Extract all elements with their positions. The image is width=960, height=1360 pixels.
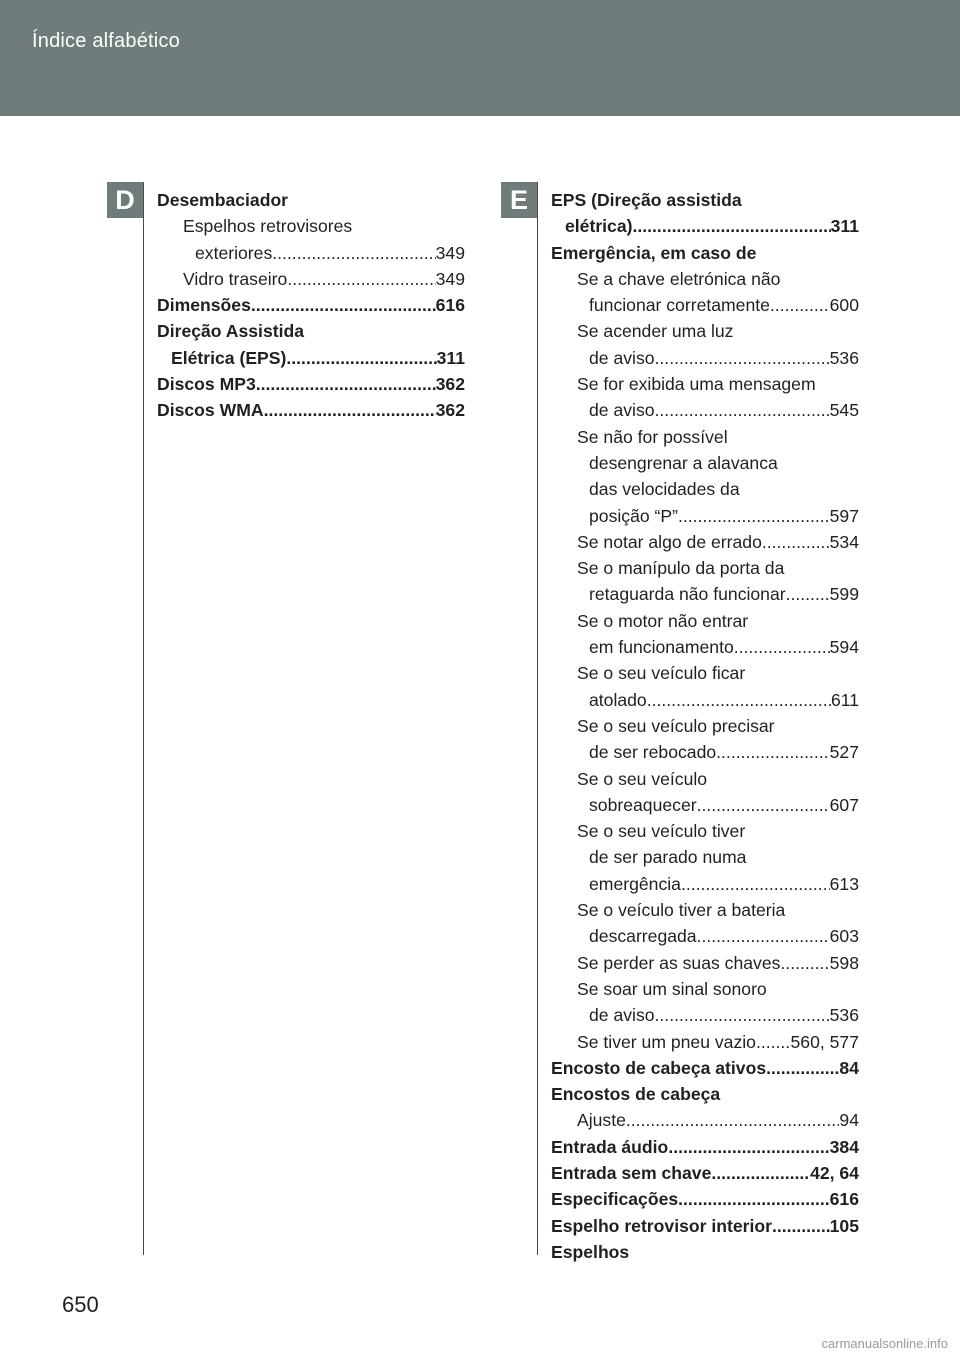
index-entry <box>551 792 859 818</box>
dot-leader <box>264 397 436 423</box>
index-entry <box>551 634 859 660</box>
entry-term: Se o veículo tiver a bateria <box>577 900 786 921</box>
index-entry <box>551 1134 859 1160</box>
entry-page: 527 <box>829 742 859 763</box>
entry-page: 362 <box>435 400 465 421</box>
index-entry <box>551 1239 859 1265</box>
dot-leader <box>655 1002 830 1028</box>
divider-left <box>143 182 144 1255</box>
dot-leader <box>772 1213 830 1239</box>
index-entry <box>551 213 859 239</box>
index-entry <box>551 687 859 713</box>
entry-term: Se notar algo de errado <box>577 531 762 552</box>
dot-leader <box>697 923 830 949</box>
index-entry <box>551 240 859 266</box>
entry-term: de aviso <box>589 400 655 421</box>
index-entry <box>551 818 859 844</box>
index-entry <box>551 318 859 344</box>
entry-term: das velocidades da <box>589 479 740 500</box>
index-entry <box>551 1160 859 1186</box>
entry-term: atolado <box>589 689 647 710</box>
entry-page: 616 <box>435 295 465 316</box>
section-letter-e: E <box>501 182 537 218</box>
entry-term: posição “P” <box>589 505 678 526</box>
entry-term: Entrada sem chave <box>551 1162 712 1183</box>
index-entry <box>551 529 859 555</box>
index-entry <box>157 371 465 397</box>
entry-term: Especificações <box>551 1189 679 1210</box>
index-entry <box>551 476 859 502</box>
index-entry <box>551 608 859 634</box>
dot-leader <box>256 371 436 397</box>
dot-leader <box>780 950 829 976</box>
entry-page: 603 <box>829 926 859 947</box>
entry-term: Se perder as suas chaves <box>577 952 781 973</box>
dot-leader <box>678 503 830 529</box>
entry-term: desengrenar a alavanca <box>589 452 778 473</box>
index-entry <box>551 555 859 581</box>
entry-term: retaguarda não funcionar <box>589 584 786 605</box>
entry-page: 599 <box>829 584 859 605</box>
index-entry <box>551 976 859 1002</box>
index-entry <box>551 897 859 923</box>
entry-term: Direção Assistida <box>157 321 305 342</box>
index-entry <box>551 345 859 371</box>
watermark: carmanualsonline.info <box>821 1336 948 1351</box>
entry-term: Se o seu veículo ficar <box>577 663 746 684</box>
entry-term: elétrica) <box>565 216 633 237</box>
entry-page: 84 <box>839 1057 859 1078</box>
entry-page: 94 <box>839 1110 859 1131</box>
entry-term: Dimensões <box>157 295 251 316</box>
dot-leader <box>647 687 831 713</box>
dot-leader <box>632 213 830 239</box>
dot-leader <box>681 871 830 897</box>
entry-term: Discos MP3 <box>157 374 256 395</box>
index-entry <box>551 1081 859 1107</box>
dot-leader <box>668 1134 829 1160</box>
entry-term: Encosto de cabeça ativos <box>551 1057 767 1078</box>
entry-term: funcionar corretamente <box>589 295 770 316</box>
entry-term: EPS (Direção assistida <box>551 190 742 210</box>
index-entry <box>551 1055 859 1081</box>
entry-term: Ajuste <box>577 1110 626 1131</box>
entry-page: 362 <box>435 374 465 395</box>
index-entry <box>551 923 859 949</box>
entry-term: de ser rebocado <box>589 742 717 763</box>
entry-term: sobreaquecer <box>589 794 697 815</box>
index-entry <box>551 371 859 397</box>
entry-term: Emergência, em caso de <box>551 242 757 263</box>
entry-page: 349 <box>435 242 465 263</box>
index-entry <box>551 1029 859 1055</box>
entry-term: Discos WMA <box>157 400 264 421</box>
entry-page: 536 <box>829 347 859 368</box>
entry-term: de aviso <box>589 347 655 368</box>
entry-term: em funcionamento <box>589 637 734 658</box>
entry-term: Espelhos <box>551 1241 630 1262</box>
entry-page: 384 <box>829 1136 859 1157</box>
index-column-e <box>551 187 859 1265</box>
index-entry <box>551 1002 859 1028</box>
index-entry <box>157 266 465 292</box>
dot-leader <box>655 345 830 371</box>
dot-leader <box>716 739 829 765</box>
entry-term: descarregada <box>589 926 697 947</box>
dot-leader <box>287 266 435 292</box>
entry-term: Espelhos retrovisores <box>183 216 353 237</box>
entry-page: 560, 577 <box>790 1031 859 1052</box>
index-entry <box>157 292 465 318</box>
dot-leader <box>272 240 435 266</box>
dot-leader <box>251 292 436 318</box>
entry-page: 607 <box>829 794 859 815</box>
entry-page: 594 <box>829 637 859 658</box>
header-title: Índice alfabético <box>32 30 180 52</box>
dot-leader <box>678 1186 829 1212</box>
entry-page: 600 <box>829 295 859 316</box>
entry-page: 311 <box>436 347 465 368</box>
entry-term: Espelho retrovisor interior <box>551 1215 772 1236</box>
index-entry <box>157 240 465 266</box>
index-column-d <box>157 187 465 424</box>
entry-term: Se o seu veículo tiver <box>577 821 746 842</box>
index-entry <box>157 213 465 239</box>
index-entry <box>551 1107 859 1133</box>
index-entry <box>551 266 859 292</box>
entry-term: Encostos de cabeça <box>551 1084 721 1105</box>
divider-middle <box>537 182 538 1255</box>
entry-term: Se o motor não entrar <box>577 610 749 631</box>
entry-term: Se soar um sinal sonoro <box>577 978 767 999</box>
index-entry <box>551 503 859 529</box>
entry-page: 545 <box>829 400 859 421</box>
dot-leader <box>697 792 830 818</box>
entry-page: 598 <box>829 952 859 973</box>
entry-term: Se o manípulo da porta da <box>577 558 785 579</box>
index-entry <box>551 871 859 897</box>
entry-term: Se acender uma luz <box>577 321 734 342</box>
entry-page: 613 <box>829 873 859 894</box>
entry-term: exteriores <box>195 242 273 263</box>
index-entry <box>157 345 465 371</box>
entry-term: emergência <box>589 873 681 894</box>
index-entry <box>551 844 859 870</box>
dot-leader <box>762 529 830 555</box>
entry-page: 597 <box>829 505 859 526</box>
index-entry <box>157 187 465 213</box>
dot-leader <box>655 397 830 423</box>
index-entry <box>551 424 859 450</box>
entry-page: 311 <box>830 216 859 237</box>
entry-term: Vidro traseiro <box>183 268 288 289</box>
entry-term: Se for exibida uma mensagem <box>577 374 816 395</box>
entry-page: 42, 64 <box>810 1162 859 1183</box>
entry-page: 536 <box>829 1005 859 1026</box>
entry-term: de ser parado numa <box>589 847 747 868</box>
index-entry <box>551 766 859 792</box>
entry-page: 534 <box>829 531 859 552</box>
entry-term: Desembaciador <box>157 190 289 210</box>
entry-term: Se a chave eletrónica não <box>577 268 781 289</box>
index-entry <box>551 292 859 318</box>
index-entry <box>551 397 859 423</box>
index-entry <box>157 397 465 423</box>
index-entry <box>551 581 859 607</box>
entry-term: de aviso <box>589 1005 655 1026</box>
page-number: 650 <box>62 1292 99 1317</box>
dot-leader <box>786 581 830 607</box>
entry-term: Entrada áudio <box>551 1136 669 1157</box>
entry-term: Se o seu veículo precisar <box>577 715 775 736</box>
dot-leader <box>766 1055 839 1081</box>
dot-leader <box>286 345 436 371</box>
entry-term: Elétrica (EPS) <box>171 347 287 368</box>
dot-leader <box>626 1107 840 1133</box>
index-entry <box>551 660 859 686</box>
entry-term: Se não for possível <box>577 426 728 447</box>
dot-leader <box>734 634 830 660</box>
index-entry <box>157 318 465 344</box>
dot-leader <box>711 1160 810 1186</box>
index-entry <box>551 1186 859 1212</box>
index-entry <box>551 187 859 213</box>
section-letter-d: D <box>107 182 143 218</box>
entry-term: Se tiver um pneu vazio <box>577 1031 756 1052</box>
entry-page: 616 <box>829 1189 859 1210</box>
entry-page: 105 <box>829 1215 859 1236</box>
index-entry <box>551 1213 859 1239</box>
dot-leader <box>770 292 830 318</box>
header-bar <box>0 0 960 116</box>
entry-page: 611 <box>830 689 859 710</box>
index-entry <box>551 450 859 476</box>
entry-term: Se o seu veículo <box>577 768 708 789</box>
index-entry <box>551 950 859 976</box>
entry-page: 349 <box>435 268 465 289</box>
index-entry <box>551 739 859 765</box>
index-entry <box>551 713 859 739</box>
dot-leader <box>756 1029 791 1055</box>
